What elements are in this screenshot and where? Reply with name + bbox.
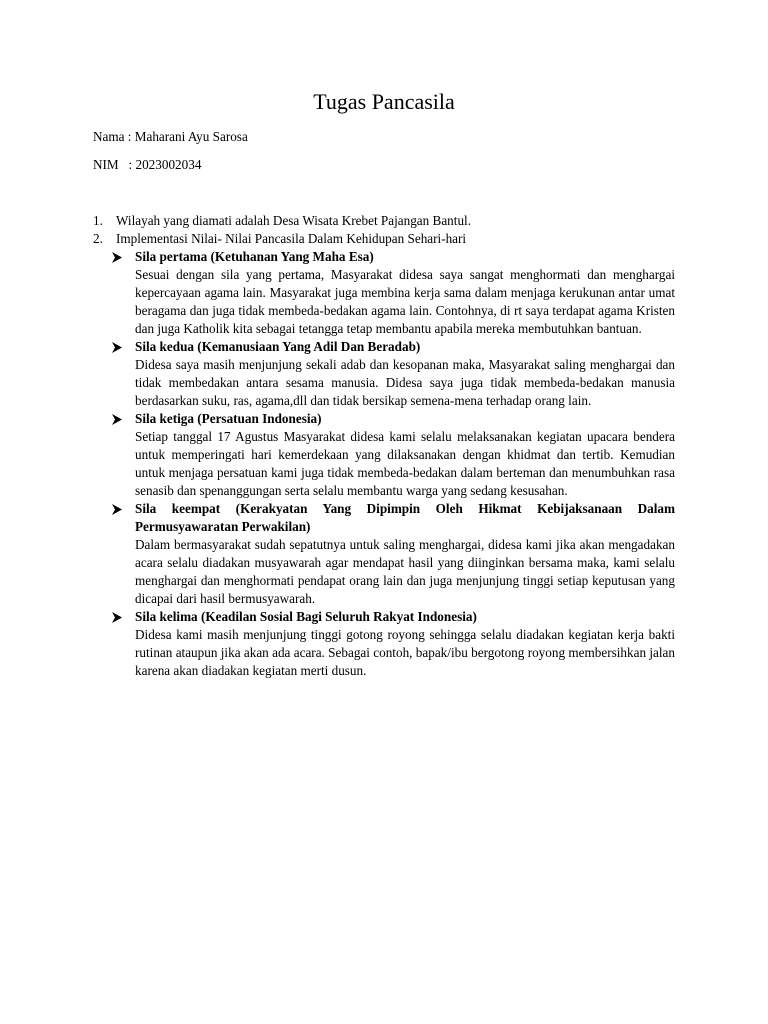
sila-body: Dalam bermasyarakat sudah sepatutnya untuk saling menghargai, didesa kami jika akan mengadakan acara selalu diadakan musyawarah agar mendapat hasil yang diinginkan bersama maka, kami selalu menghargai dan menghormati pendapat orang lain dan juga menjunjung tinggi setiap keputusan yang dicapai dari hasil bermusyawarah.	[135, 537, 675, 606]
arrow-bullet-icon	[112, 252, 122, 263]
list-item-text: Implementasi Nilai- Nilai Pancasila Dalam Kehidupan Sehari-hari	[116, 231, 467, 246]
sila-title: Sila kedua (Kemanusiaan Yang Adil Dan Beradab)	[135, 339, 421, 354]
sila-title: Sila kelima (Keadilan Sosial Bagi Seluruh Rakyat Indonesia)	[135, 609, 477, 624]
sila-item	[93, 248, 675, 338]
student-name: Nama : Maharani Ayu Sarosa	[93, 129, 248, 144]
sila-body: Sesuai dengan sila yang pertama, Masyarakat didesa saya sangat menghormati dan menghargai kepercayaan agama lain. Masyarakat juga membina kerja sama dalam menjaga kerukunan antar umat beragama dan juga tidak membeda-bedakan agama lain. Contohnya, di rt saya terdapat agama Kristen dan juga Katholik kita sebagai tetangga tetap membantu apabila mereka membutuhkan bantuan.	[135, 267, 675, 336]
list-number: 1.	[93, 213, 103, 228]
document-title: Tugas Pancasila	[313, 89, 455, 114]
list-item-text: Wilayah yang diamati adalah Desa Wisata Krebet Pajangan Bantul.	[116, 213, 471, 228]
sila-item	[93, 410, 675, 500]
sila-list	[93, 248, 675, 680]
arrow-bullet-icon	[112, 504, 122, 515]
sila-title: Sila ketiga (Persatuan Indonesia)	[135, 411, 322, 426]
arrow-bullet-icon	[112, 612, 122, 623]
sila-title: Sila keempat (Kerakyatan Yang Dipimpin Oleh Hikmat Kebijaksanaan Dalam Permusyawaratan Perwakilan)	[135, 501, 675, 534]
sila-title: Sila pertama (Ketuhanan Yang Maha Esa)	[135, 249, 374, 264]
list-number: 2.	[93, 231, 103, 246]
sila-body: Didesa saya masih menjunjung sekali adab dan kesopanan maka, Masyarakat saling menghargai dan tidak membedakan antara sesama manusia. Didesa saya juga tidak membeda-bedakan manusia berdasarkan suku, ras, agama,dll dan tidak bersikap semena-mena terhadap orang lain.	[135, 357, 675, 408]
sila-item	[93, 608, 675, 680]
numbered-list	[93, 212, 675, 680]
sila-body: Setiap tanggal 17 Agustus Masyarakat didesa kami selalu melaksanakan kegiatan upacara bendera untuk memperingati hari kemerdekaan yang dilaksanakan dengan khidmat dan tertib. Kemudian untuk menjaga persatuan kami juga tidak membeda-bedakan dalam berteman dan menumbuhkan rasa senasib dan spenanggungan serta selalu membantu warga yang sedang kesusahan.	[135, 429, 675, 498]
list-item	[93, 230, 675, 680]
sila-item	[93, 500, 675, 608]
arrow-bullet-icon	[112, 342, 122, 353]
arrow-bullet-icon	[112, 414, 122, 425]
sila-item	[93, 338, 675, 410]
student-nim: NIM : 2023002034	[93, 157, 202, 172]
list-item	[93, 212, 675, 230]
sila-body: Didesa kami masih menjunjung tinggi gotong royong sehingga selalu diadakan kegiatan kerja bakti rutinan ataupun jika akan ada acara. Sebagai contoh, bapak/ibu bergotong royong membersihkan jalan karena akan diadakan kegiatan merti dusun.	[135, 627, 675, 678]
